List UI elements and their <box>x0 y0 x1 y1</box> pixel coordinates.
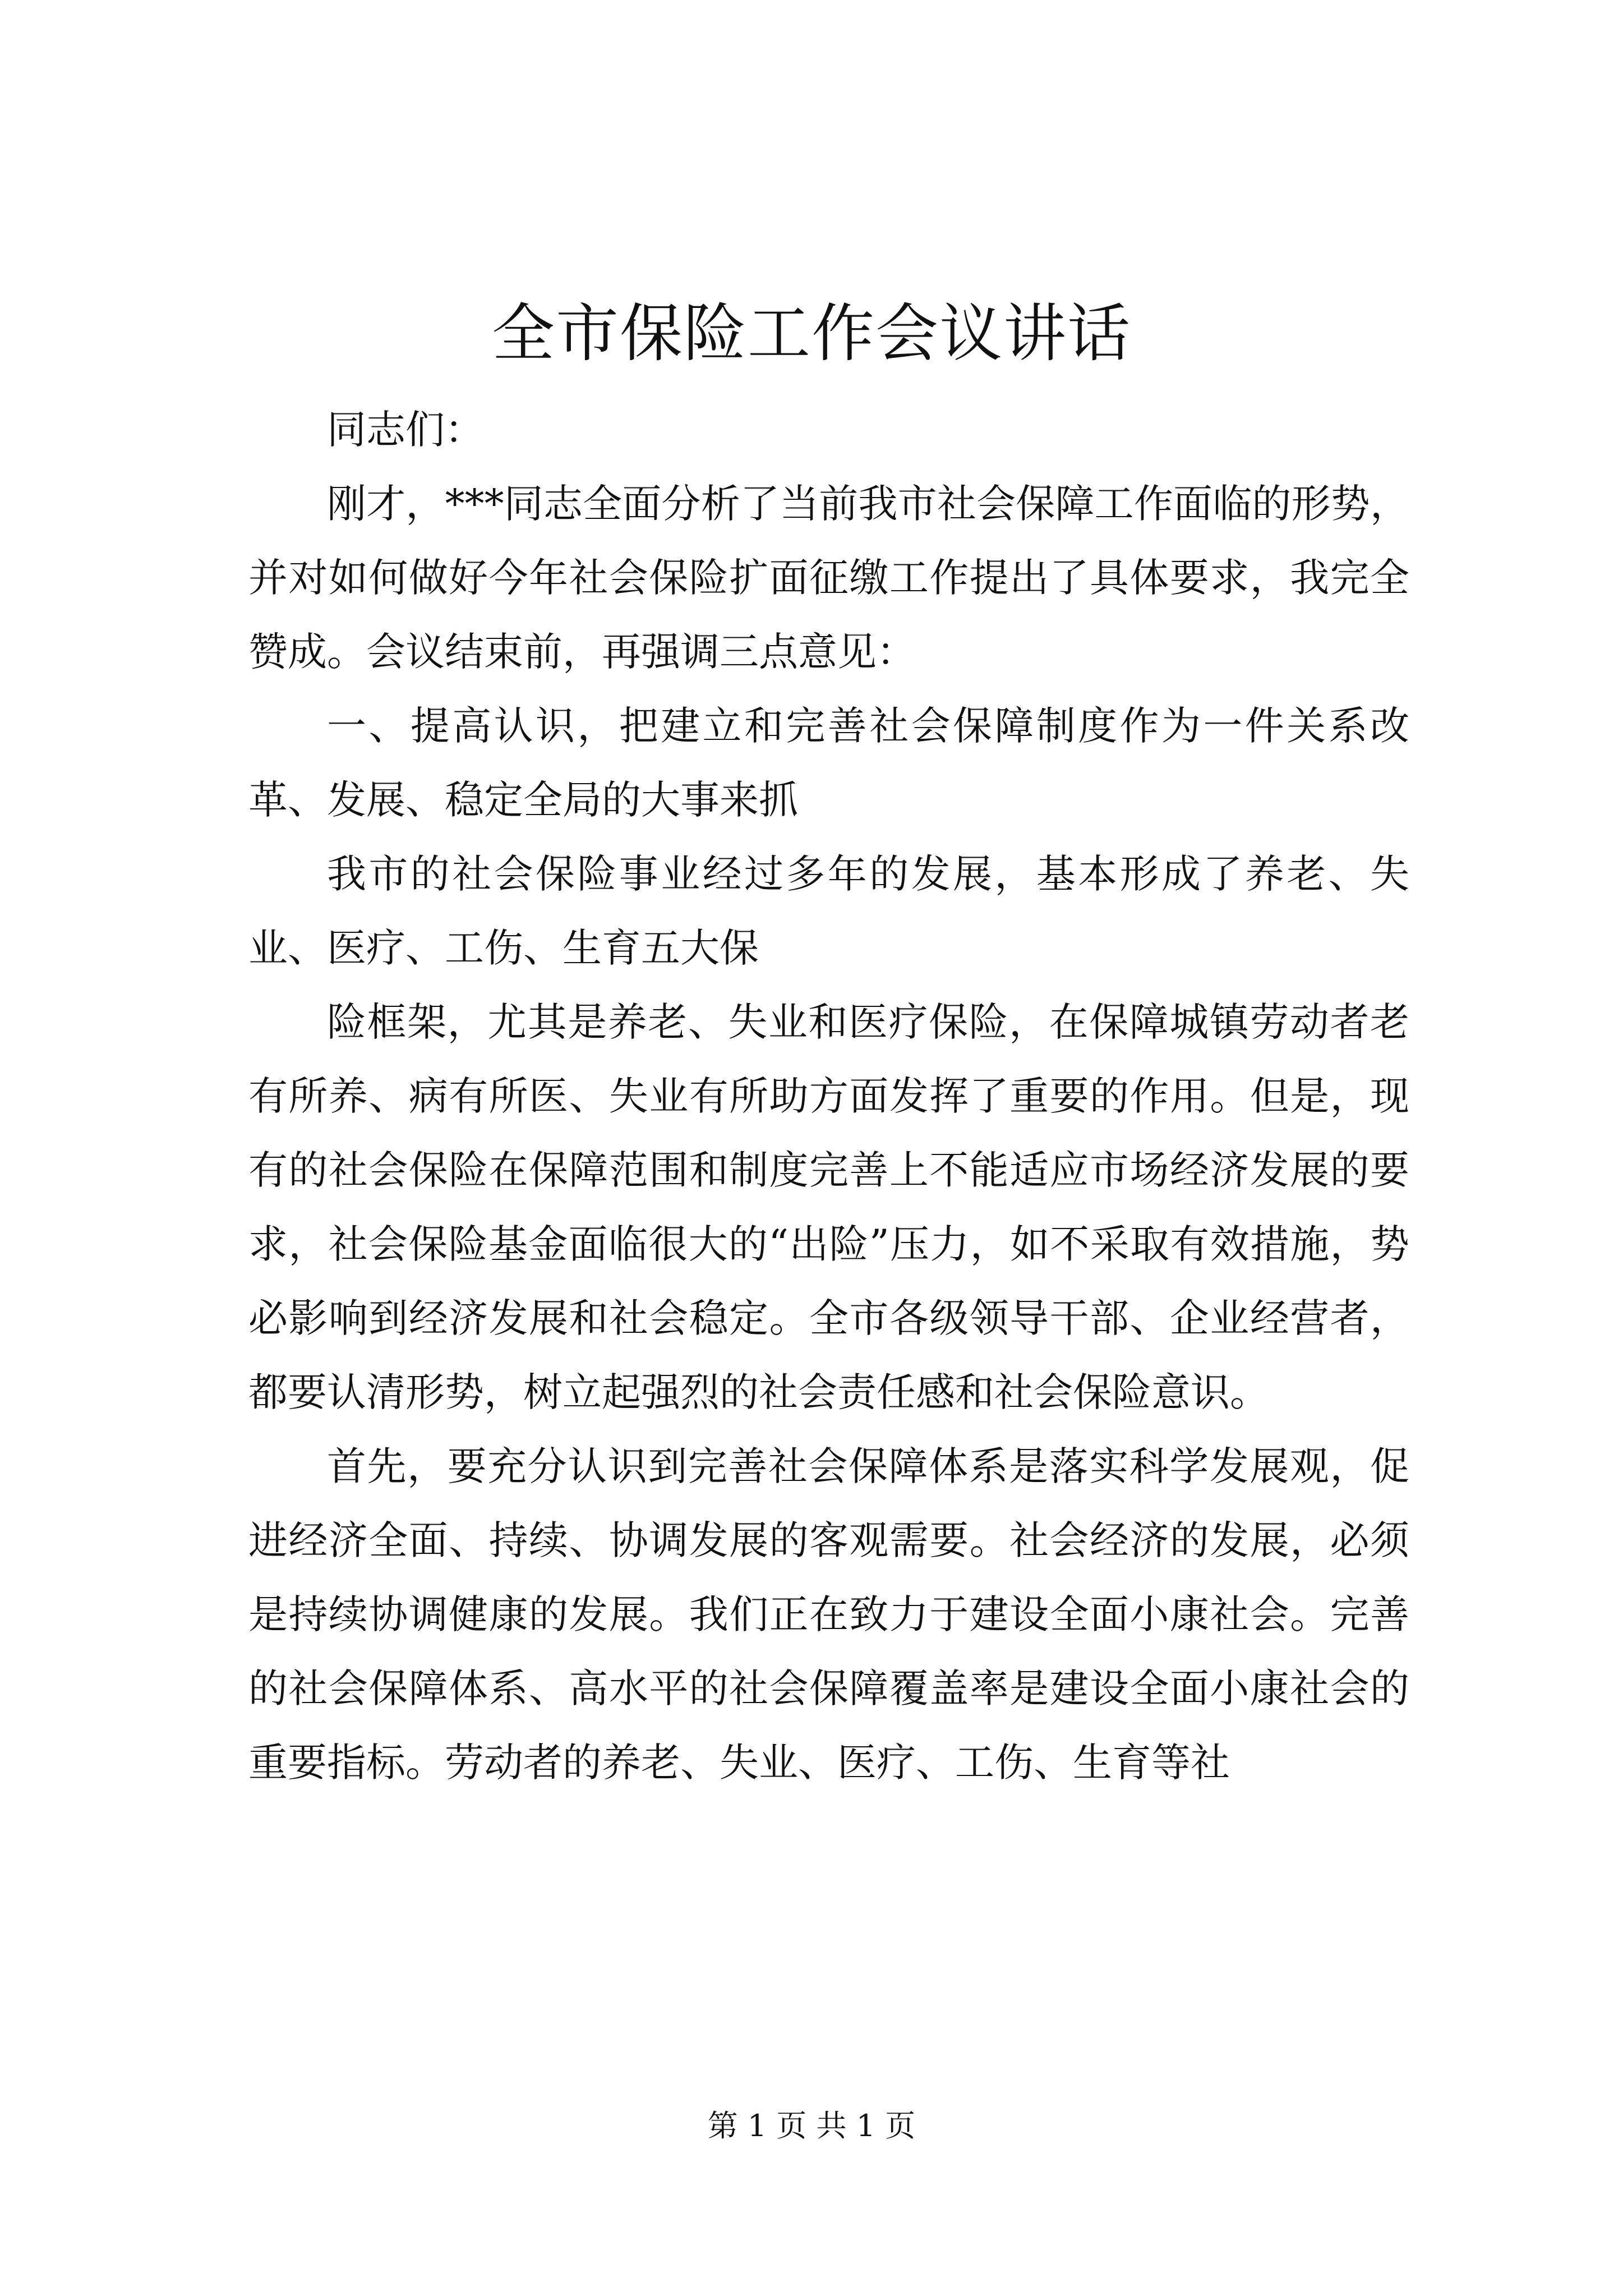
paragraph-insurance-overview: 我市的社会保险事业经过多年的发展，基本形成了养老、失业、医疗、工伤、生育五大保 <box>248 851 1409 971</box>
paragraph-heading-one: 一、提高认识，把建立和完善社会保障制度作为一件关系改革、发展、稳定全局的大事来抓 <box>248 703 1409 823</box>
paragraph-insurance-framework: 险框架，尤其是养老、失业和医疗保险，在保障城镇劳动者老有所养、病有所医、失业有所助方面发挥了重要的作用。但是，现有的社会保险在保障范围和制度完善上不能适应市场经济发展的要求，社会保险基金面临很大的“出险”压力，如不采取有效措施，势必影响到经济发展和社会稳定。全市各级领导干部、企业经营者，都要认清形势，树立起强烈的社会责任感和社会保险意识。 <box>248 999 1409 1415</box>
document-body <box>248 393 1409 1800</box>
paragraph-intro: 刚才，***同志全面分析了当前我市社会保障工作面临的形势，并对如何做好今年社会保险扩面征缴工作提出了具体要求，我完全赞成。会议结束前，再强调三点意见： <box>248 481 1409 675</box>
document-title: 全市保险工作会议讲话 <box>492 297 1131 370</box>
page-footer: 第 1 页 共 1 页 <box>707 2108 916 2143</box>
paragraph-salutation: 同志们： <box>327 407 484 453</box>
paragraph-first-point: 首先，要充分认识到完善社会保障体系是落实科学发展观，促进经济全面、持续、协调发展的客观需要。社会经济的发展，必须是持续协调健康的发展。我们正在致力于建设全面小康社会。完善的社会保障体系、高水平的社会保障覆盖率是建设全面小康社会的重要指标。劳动者的养老、失业、医疗、工伤、生育等社 <box>248 1443 1409 1786</box>
